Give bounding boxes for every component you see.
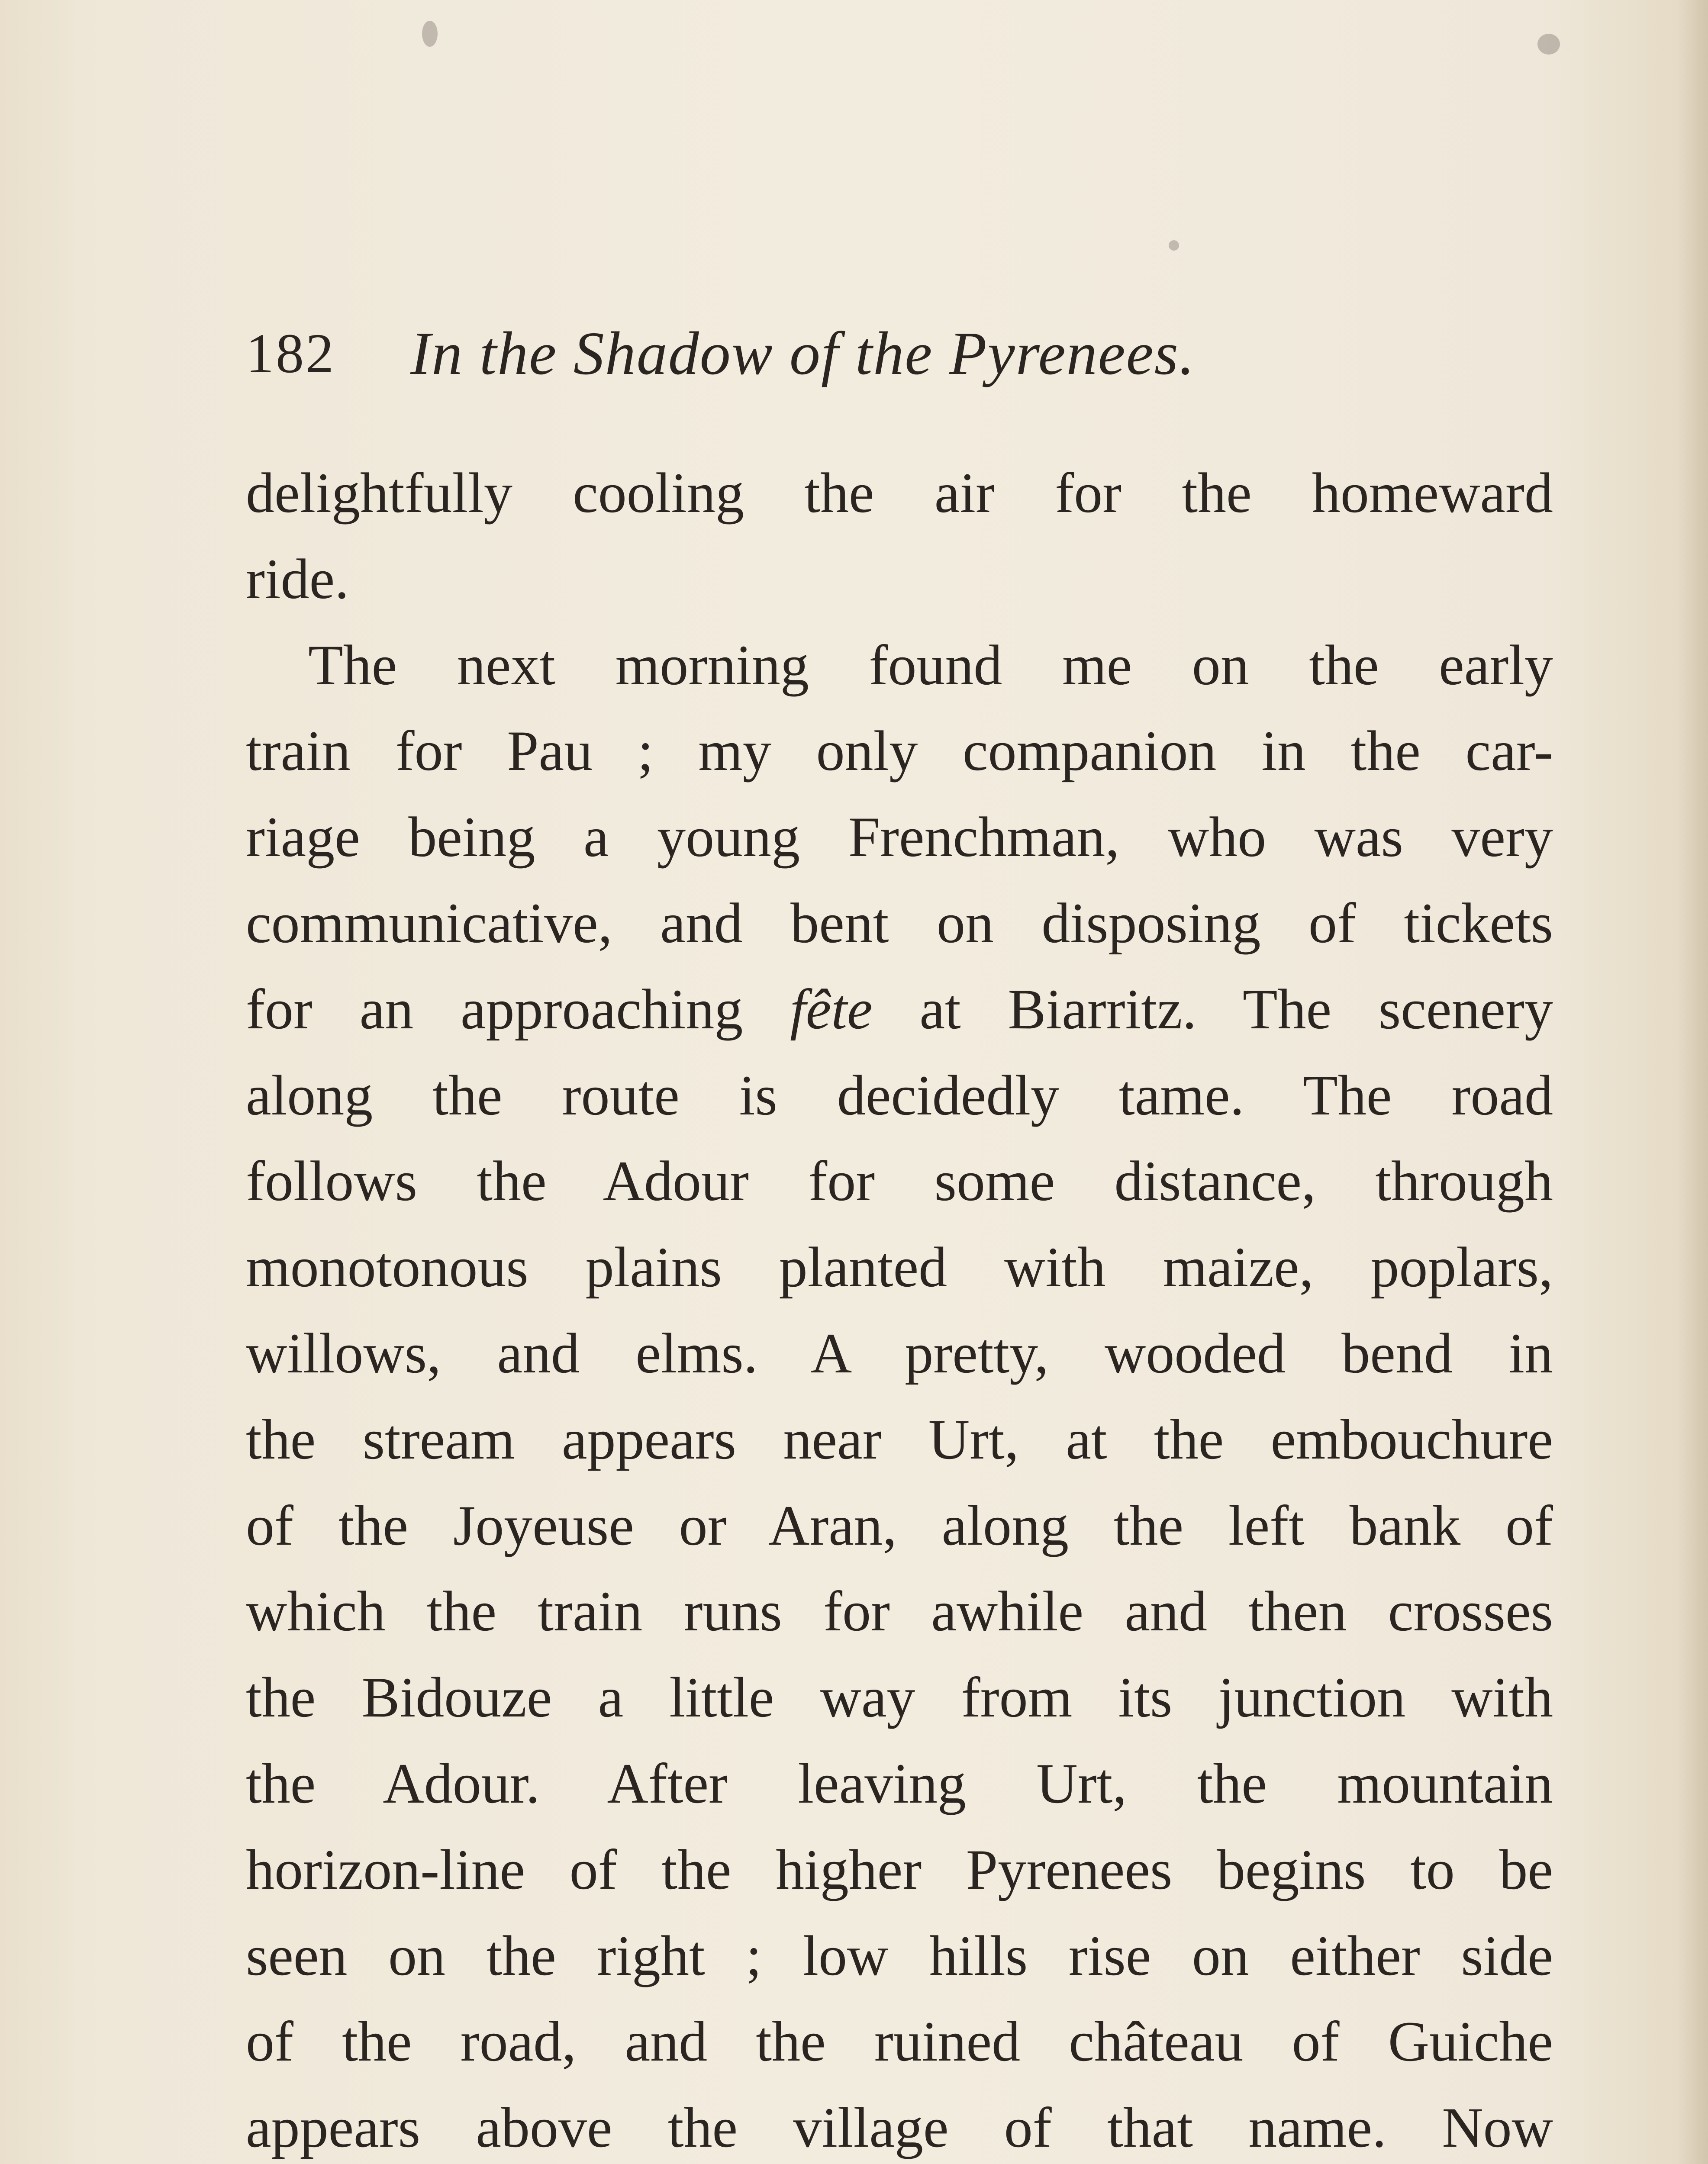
text-line: which the train runs for awhile and then crosses xyxy=(246,1579,1553,1643)
text-line: the Bidouze a little way from its junction with xyxy=(246,1665,1553,1729)
text-line: The next morning found me on the early xyxy=(308,633,1553,697)
text-line: horizon-line of the higher Pyrenees begins to be xyxy=(246,1837,1553,1901)
text-line: of the road, and the ruined château of Guiche xyxy=(246,2009,1553,2074)
text-line: willows, and elms. A pretty, wooded bend in xyxy=(246,1321,1553,1385)
text-line: ride. xyxy=(246,547,349,611)
page-number: 182 xyxy=(246,322,335,385)
text-line: appears above the village of that name. Now xyxy=(246,2096,1553,2160)
fete-italic-word: fête xyxy=(790,977,873,1041)
text-line: the stream appears near Urt, at the embouchure xyxy=(246,1407,1553,1471)
fete-line-before: for an approaching xyxy=(246,977,790,1041)
page-header xyxy=(246,303,1406,415)
text-line: delightfully cooling the air for the homeward xyxy=(246,461,1553,525)
text-line: follows the Adour for some distance, through xyxy=(246,1149,1553,1213)
text-line: riage being a young Frenchman, who was very xyxy=(246,805,1553,869)
body-text xyxy=(246,450,1553,2164)
text-line: monotonous plains planted with maize, poplars, xyxy=(246,1235,1553,1299)
fete-line-after: at Biarritz. The scenery xyxy=(872,977,1553,1041)
text-line: communicative, and bent on disposing of tickets xyxy=(246,891,1553,955)
paper-speck xyxy=(422,21,438,47)
text-line: along the route is decidedly tame. The road xyxy=(246,1063,1553,1127)
text-line-fete xyxy=(246,966,1553,1053)
text-line: the Adour. After leaving Urt, the mountain xyxy=(246,1751,1553,1815)
running-title: In the Shadow of the Pyrenees. xyxy=(410,319,1196,387)
text-line: of the Joyeuse or Aran, along the left bank of xyxy=(246,1493,1553,1557)
paper-speck xyxy=(1537,34,1560,55)
paper-speck xyxy=(1169,240,1179,251)
page-edge-shadow xyxy=(1678,0,1708,2164)
text-line: train for Pau ; my only companion in the car- xyxy=(246,719,1553,783)
text-line: seen on the right ; low hills rise on either side xyxy=(246,1923,1553,1987)
